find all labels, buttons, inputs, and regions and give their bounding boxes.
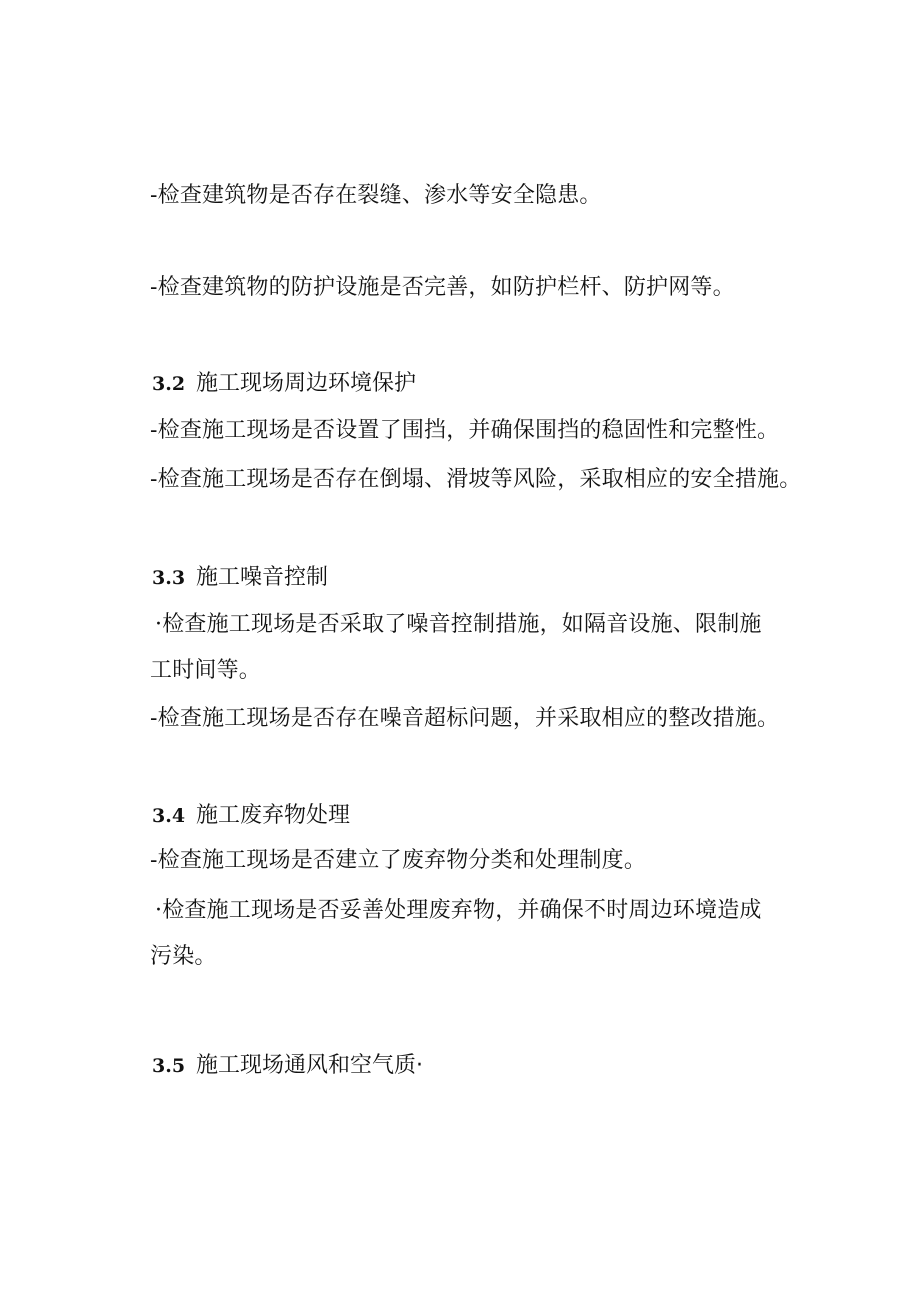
section-title: 施工现场周边环境保护: [196, 371, 417, 396]
paragraph-line: -检查建筑物是否存在裂缝、渗水等安全隐患。: [150, 183, 602, 208]
paragraph-line: 工时间等。: [150, 658, 262, 683]
paragraph-line: 污染。: [150, 944, 217, 969]
section-title: 施工废弃物处理: [196, 803, 351, 828]
paragraph-line: -检查施工现场是否设置了围挡，并确保围挡的稳固性和完整性。: [150, 418, 780, 443]
section-title: 施工噪音控制: [196, 565, 329, 590]
section-number: 3.3: [152, 567, 186, 589]
section-number: 3.4: [152, 805, 186, 827]
section-heading: [152, 563, 328, 593]
paragraph-line: -检查施工现场是否存在噪音超标问题，并采取相应的整改措施。: [150, 706, 780, 731]
paragraph-line: ·检查施工现场是否妥善处理废弃物，并确保不时周边环境造成: [155, 898, 762, 923]
section-number: 3.5: [152, 1055, 186, 1077]
section-heading: [152, 801, 350, 831]
section-heading: [152, 1051, 423, 1081]
paragraph-line: -检查建筑物的防护设施是否完善，如防护栏杆、防护网等。: [150, 275, 735, 300]
section-title: 施工现场通风和空气质·: [196, 1053, 423, 1078]
section-number: 3.2: [152, 373, 186, 395]
paragraph-line: -检查施工现场是否建立了废弃物分类和处理制度。: [150, 848, 647, 873]
paragraph-line: -检查施工现场是否存在倒塌、滑坡等风险，采取相应的安全措施。: [150, 467, 802, 492]
section-heading: [152, 369, 416, 399]
paragraph-line: ·检查施工现场是否采取了噪音控制措施，如隔音设施、限制施: [155, 612, 762, 637]
